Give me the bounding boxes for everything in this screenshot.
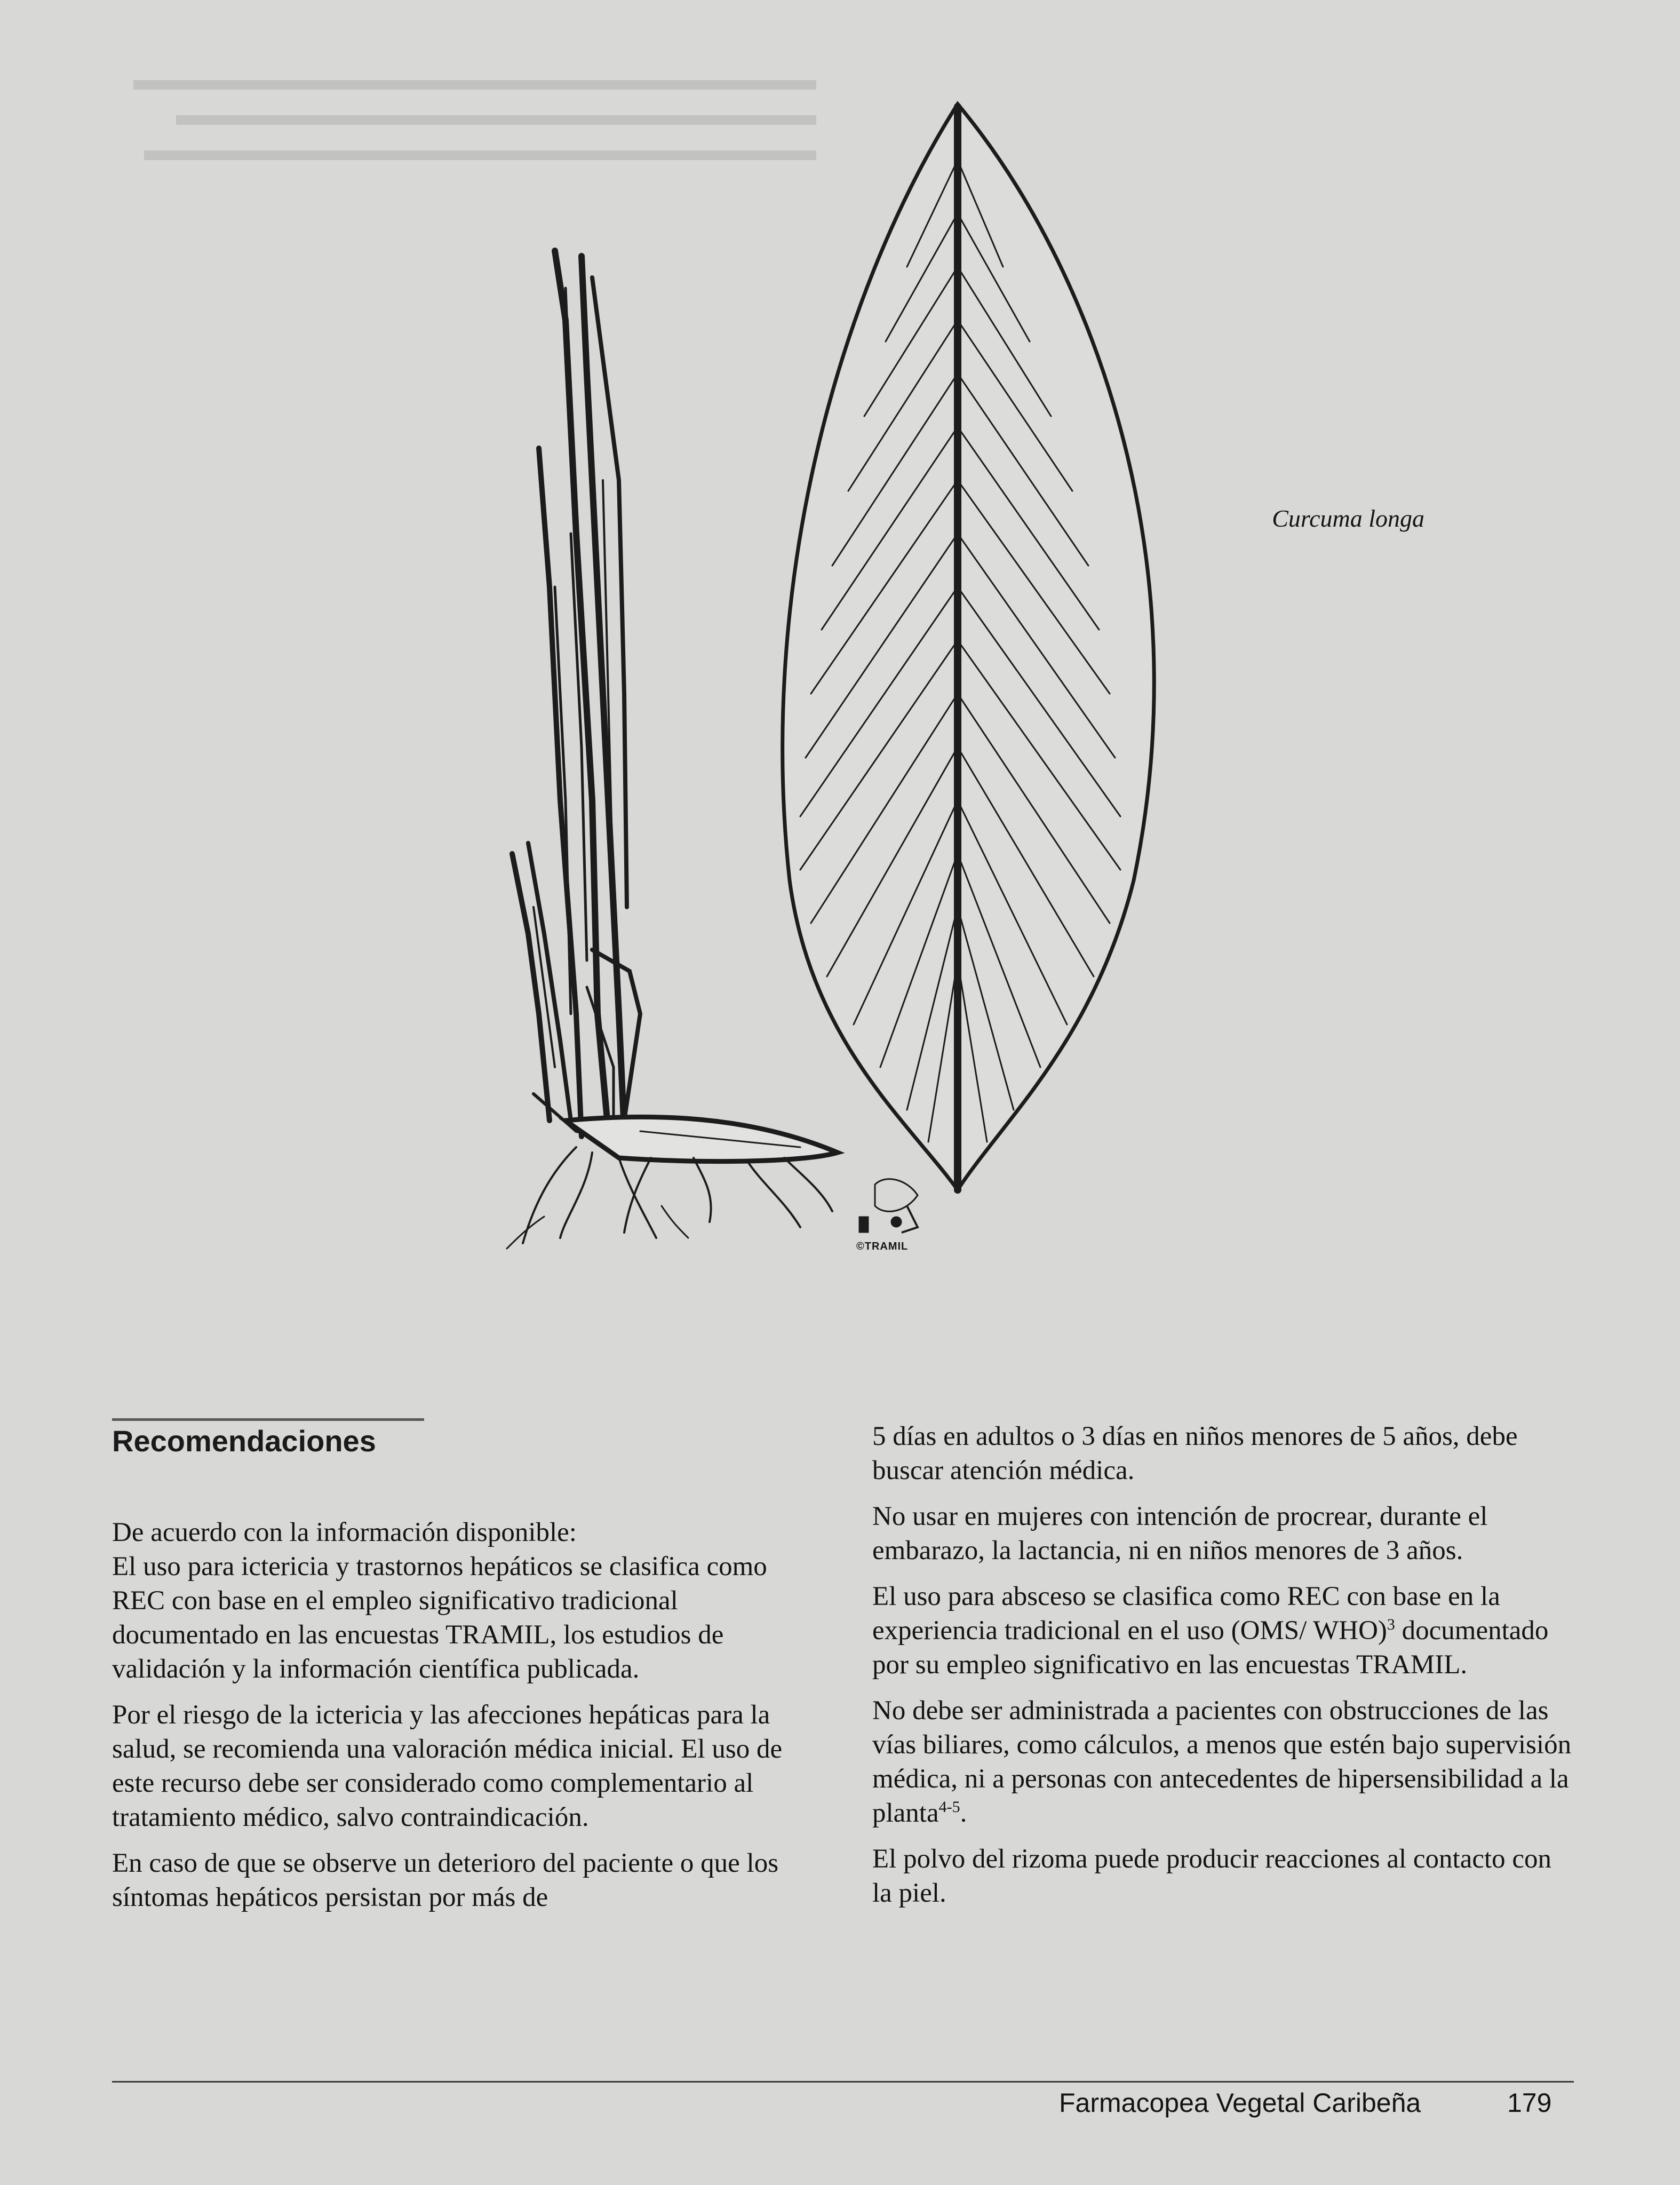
right-paragraph-text: No debe ser administrada a pacientes con obstrucciones de las vías biliares, como cálculos, a menos que estén bajo supervisión médica, ni a personas con antecedentes de hipersensibilidad a la planta [872, 1696, 1572, 1828]
section-title: Recomendaciones [112, 1424, 376, 1458]
right-paragraph: 5 días en adultos o 3 días en niños menores de 5 años, debe buscar atención médica. [872, 1421, 1518, 1485]
citation-superscript: 3 [1387, 1616, 1395, 1633]
right-paragraph [872, 1579, 1577, 1682]
left-paragraph: Por el riesgo de la ictericia y las afecciones hepáticas para la salud, se recomienda una valoración médica inicial. El uso de este recurso debe ser considerado como complementario al tratamiento médico, salvo contraindicación. [112, 1700, 783, 1832]
right-paragraph-text: documentado por su empleo significativo en las encuestas TRAMIL. [872, 1616, 1549, 1680]
footer-rule [112, 2081, 1574, 2083]
footer-title: Farmacopea Vegetal Caribeña [1059, 2088, 1421, 2118]
left-paragraph: El uso para ictericia y trastornos hepáticos se clasifica como REC con base en el empleo significativo tradicional documentado en las encuestas TRAMIL, los estudios de validación y la información científica publicada. [112, 1552, 767, 1684]
stem-drawing [512, 251, 640, 1142]
tramil-logo-mark [859, 1179, 918, 1233]
figure-credit: ©TRAMIL [856, 1241, 909, 1252]
leaf-drawing [783, 104, 1154, 1190]
rhizome-drawing [507, 1117, 838, 1249]
right-paragraph-text: . [960, 1798, 967, 1828]
page-number: 179 [1507, 2088, 1552, 2118]
right-paragraph-text: El uso para absceso se clasifica como REC con base en la experiencia tradicional en el uso (OMS/ WHO) [872, 1582, 1500, 1646]
right-paragraph: El polvo del rizoma puede producir reacciones al contacto con la piel. [872, 1844, 1552, 1908]
left-paragraph: De acuerdo con la información disponible: [112, 1517, 577, 1547]
left-text-column [112, 1515, 816, 1926]
left-paragraph: En caso de que se observe un deterioro del paciente o que los síntomas hepáticos persistan por más de [112, 1848, 779, 1912]
section-rule [112, 1418, 424, 1421]
citation-superscript: 4-5 [938, 1798, 960, 1816]
right-paragraph [872, 1694, 1577, 1830]
right-paragraph: No usar en mujeres con intención de procrear, durante el embarazo, la lactancia, ni en niños menores de 3 años. [872, 1501, 1488, 1566]
figure-caption: Curcuma longa [1272, 505, 1424, 532]
right-text-column [872, 1419, 1577, 1922]
